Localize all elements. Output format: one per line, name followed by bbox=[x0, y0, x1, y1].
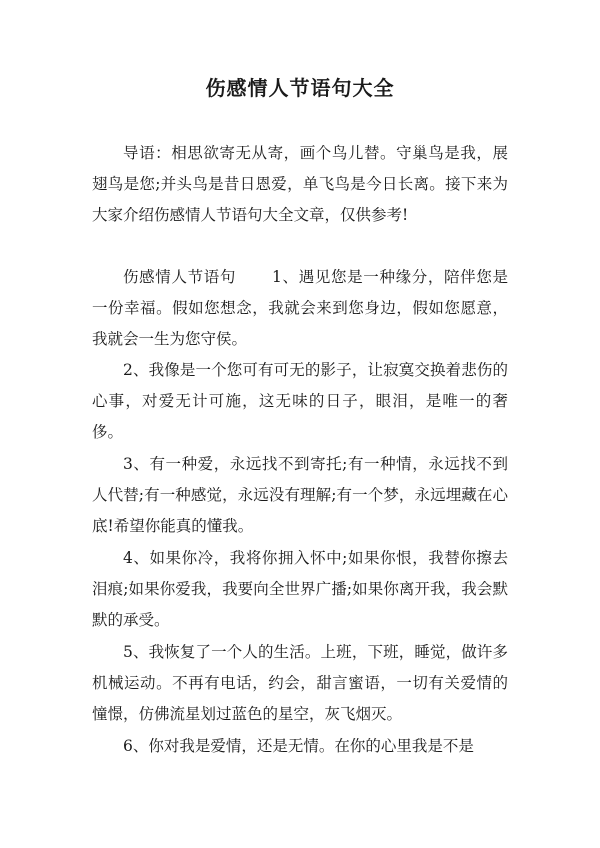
section-label: 伤感情人节语句 bbox=[123, 268, 237, 286]
paragraph-2: 2、我像是一个您可有可无的影子，让寂寞交换着悲伤的心事，对爱无计可施，这无味的日子，眼泪，是唯一的奢侈。 bbox=[92, 361, 508, 441]
paragraph-4: 4、如果你冷，我将你拥入怀中;如果你恨，我替你擦去泪痕;如果你爱我，我要向全世界广播;如果你离开我，我会默默的承受。 bbox=[92, 549, 508, 629]
paragraph-1 bbox=[92, 262, 508, 355]
paragraph-6: 6、你对我是爱情，还是无情。在你的心里我是不是 bbox=[123, 737, 474, 755]
paragraph-1-text: 1、遇见您是一种缘分，陪伴您是一份幸福。假如您想念，我就会来到您身边，假如您愿意，我就会一生为您守侯。 bbox=[92, 268, 508, 348]
intro-paragraph: 导语：相思欲寄无从寄，画个鸟儿替。守巢鸟是我，展翅鸟是您;并头鸟是昔日恩爱，单飞鸟是今日长离。接下来为大家介绍伤感情人节语句大全文章，仅供参考! bbox=[92, 144, 508, 224]
paragraph-5: 5、我恢复了一个人的生活。上班，下班，睡觉，做许多机械运动。不再有电话，约会，甜言蜜语，一切有关爱情的憧憬，仿佛流星划过蓝色的星空，灰飞烟灭。 bbox=[92, 643, 508, 723]
document-title: 伤感情人节语句大全 bbox=[205, 76, 395, 100]
paragraph-3: 3、有一种爱，永远找不到寄托;有一种情，永远找不到人代替;有一种感觉，永远没有理解;有一个梦，永远埋藏在心底!希望你能真的懂我。 bbox=[92, 455, 508, 535]
